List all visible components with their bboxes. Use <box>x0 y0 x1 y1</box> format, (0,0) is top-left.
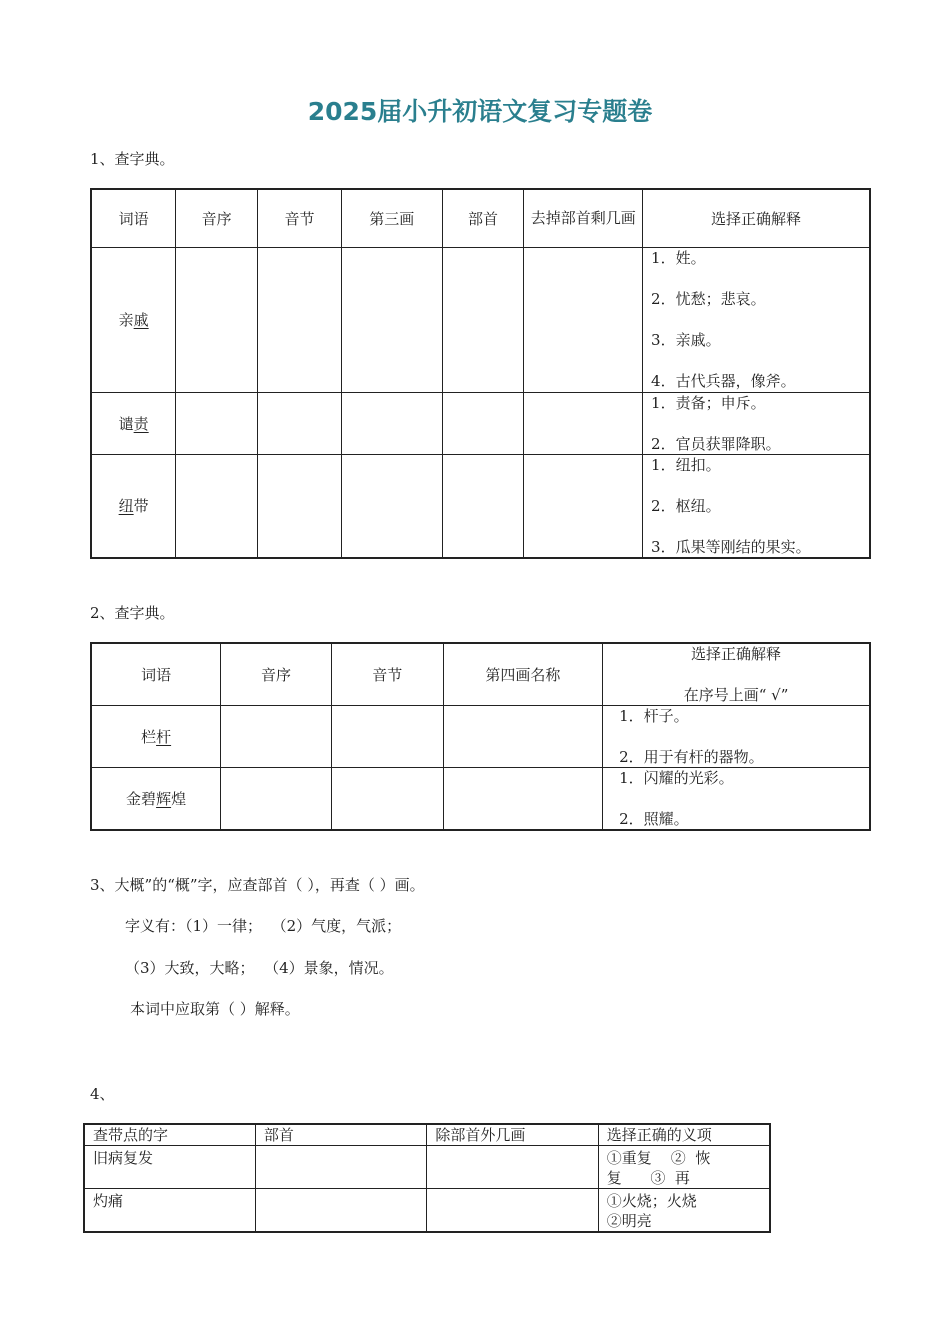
q4-header-cell: 选择正确的义项 <box>598 1124 770 1146</box>
answer-cell <box>524 454 643 558</box>
definitions-cell <box>603 768 870 831</box>
definitions-cell <box>643 392 870 454</box>
answer-cell <box>427 1146 598 1189</box>
word-text: 煌 <box>171 790 187 808</box>
table-row <box>84 1146 770 1189</box>
options-cell <box>598 1146 770 1189</box>
q1-header-cell: 选择正确解释 <box>643 189 870 247</box>
target-char: 杆 <box>156 728 172 746</box>
options-cell <box>598 1189 770 1233</box>
q3-meanings-line: 字义有：（1）一律； （2）气度，气派； <box>125 917 402 935</box>
q2-header-line: 在序号上画“ √” <box>683 686 789 704</box>
q1-header-cell: 音节 <box>258 189 342 247</box>
table-row <box>84 1189 770 1233</box>
answer-cell <box>255 1146 426 1189</box>
target-char: 辉 <box>156 790 172 808</box>
answer-cell <box>524 247 643 392</box>
definitions-cell <box>643 454 870 558</box>
q2-header-cell: 第四画名称 <box>443 643 603 706</box>
definition-option: 1．姓。 <box>651 248 706 267</box>
option-line: 复 ③ 再 <box>606 1169 690 1187</box>
answer-cell <box>442 392 524 454</box>
word-cell <box>91 392 176 454</box>
q2-header-cell <box>603 643 870 706</box>
option-line: ②明亮 <box>606 1212 652 1230</box>
definition-option: 1．闪耀的光彩。 <box>619 769 734 787</box>
q4-table <box>83 1123 771 1233</box>
q4-label: 4、 <box>90 1085 115 1103</box>
q3-instruction: 本词中应取第（ ）解释。 <box>130 1000 300 1018</box>
q1-header-cell: 词语 <box>91 189 176 247</box>
page-title: 2025届小升初语文复习专题卷 <box>307 97 653 126</box>
table-row <box>91 454 870 558</box>
definition-option: 2．官员获罪降职。 <box>651 434 781 453</box>
answer-cell <box>176 247 258 392</box>
q1-header-cell: 去掉部首剩几画 <box>524 189 643 247</box>
table-row <box>91 768 870 831</box>
table-row <box>91 706 870 768</box>
word-text: 栏 <box>141 728 157 746</box>
answer-cell <box>442 454 524 558</box>
q3-question: 3、大概”的“概”字，应查部首（ ），再查（ ）画。 <box>90 876 425 894</box>
q2-header-line: 选择正确解释 <box>691 645 782 663</box>
definition-option: 3．亲戚。 <box>651 330 721 349</box>
definition-option: 1．责备；申斥。 <box>651 393 766 412</box>
word-text: 带 <box>133 497 149 516</box>
answer-cell <box>524 392 643 454</box>
option-line: ①火烧；火烧 <box>606 1192 697 1210</box>
q3-meanings-line: （3）大致，大略； （4）景象，情况。 <box>125 959 394 977</box>
q2-header-row <box>91 643 870 706</box>
definition-option: 2．忧愁；悲哀。 <box>651 289 766 308</box>
definitions-cell <box>643 247 870 392</box>
definition-option: 3．瓜果等刚结的果实。 <box>651 537 811 556</box>
answer-cell <box>221 706 332 768</box>
answer-cell <box>221 768 332 831</box>
q1-table <box>90 188 871 559</box>
target-char: 责 <box>133 414 149 433</box>
word-cell: 灼痛 <box>84 1189 255 1233</box>
definition-option: 2．照耀。 <box>619 810 689 828</box>
answer-cell <box>427 1189 598 1233</box>
answer-cell <box>258 392 342 454</box>
word-text: 谴 <box>118 414 134 433</box>
answer-cell <box>331 706 443 768</box>
target-char: 戚 <box>133 311 149 329</box>
word-text: 金碧 <box>126 790 157 808</box>
q1-header-cell: 音序 <box>176 189 258 247</box>
answer-cell <box>443 768 603 831</box>
q2-label: 2、查字典。 <box>90 604 175 622</box>
definitions-cell <box>603 706 870 768</box>
q4-header-cell: 除部首外几画 <box>427 1124 598 1146</box>
word-cell: 旧病复发 <box>84 1146 255 1189</box>
word-text: 亲 <box>118 311 134 329</box>
answer-cell <box>176 454 258 558</box>
table-row <box>91 392 870 454</box>
q4-header-row <box>84 1124 770 1146</box>
q1-header-cell: 部首 <box>442 189 524 247</box>
q4-header-cell: 部首 <box>255 1124 426 1146</box>
q1-header-cell: 第三画 <box>341 189 442 247</box>
answer-cell <box>258 454 342 558</box>
q2-header-cell: 音节 <box>331 643 443 706</box>
answer-cell <box>255 1189 426 1233</box>
definition-option: 1．杆子。 <box>619 707 689 725</box>
table-row <box>91 247 870 392</box>
q1-label: 1、查字典。 <box>90 150 175 168</box>
word-cell <box>91 768 221 831</box>
q2-table <box>90 642 871 831</box>
answer-cell <box>341 392 442 454</box>
word-cell <box>91 247 176 392</box>
answer-cell <box>331 768 443 831</box>
definition-option: 2．枢纽。 <box>651 496 721 515</box>
q4-header-cell: 查带点的字 <box>84 1124 255 1146</box>
q2-header-cell: 音序 <box>221 643 332 706</box>
definition-option: 4．古代兵器，像斧。 <box>651 371 796 390</box>
answer-cell <box>258 247 342 392</box>
q1-header-row <box>91 189 870 247</box>
answer-cell <box>341 454 442 558</box>
answer-cell <box>443 706 603 768</box>
definition-option: 1．纽扣。 <box>651 455 721 474</box>
answer-cell <box>176 392 258 454</box>
option-line: ①重复 ② 恢 <box>606 1149 711 1167</box>
answer-cell <box>442 247 524 392</box>
answer-cell <box>341 247 442 392</box>
word-cell <box>91 706 221 768</box>
q2-header-cell: 词语 <box>91 643 221 706</box>
word-cell <box>91 454 176 558</box>
target-char: 纽 <box>118 497 134 516</box>
definition-option: 2．用于有杆的器物。 <box>619 748 764 766</box>
